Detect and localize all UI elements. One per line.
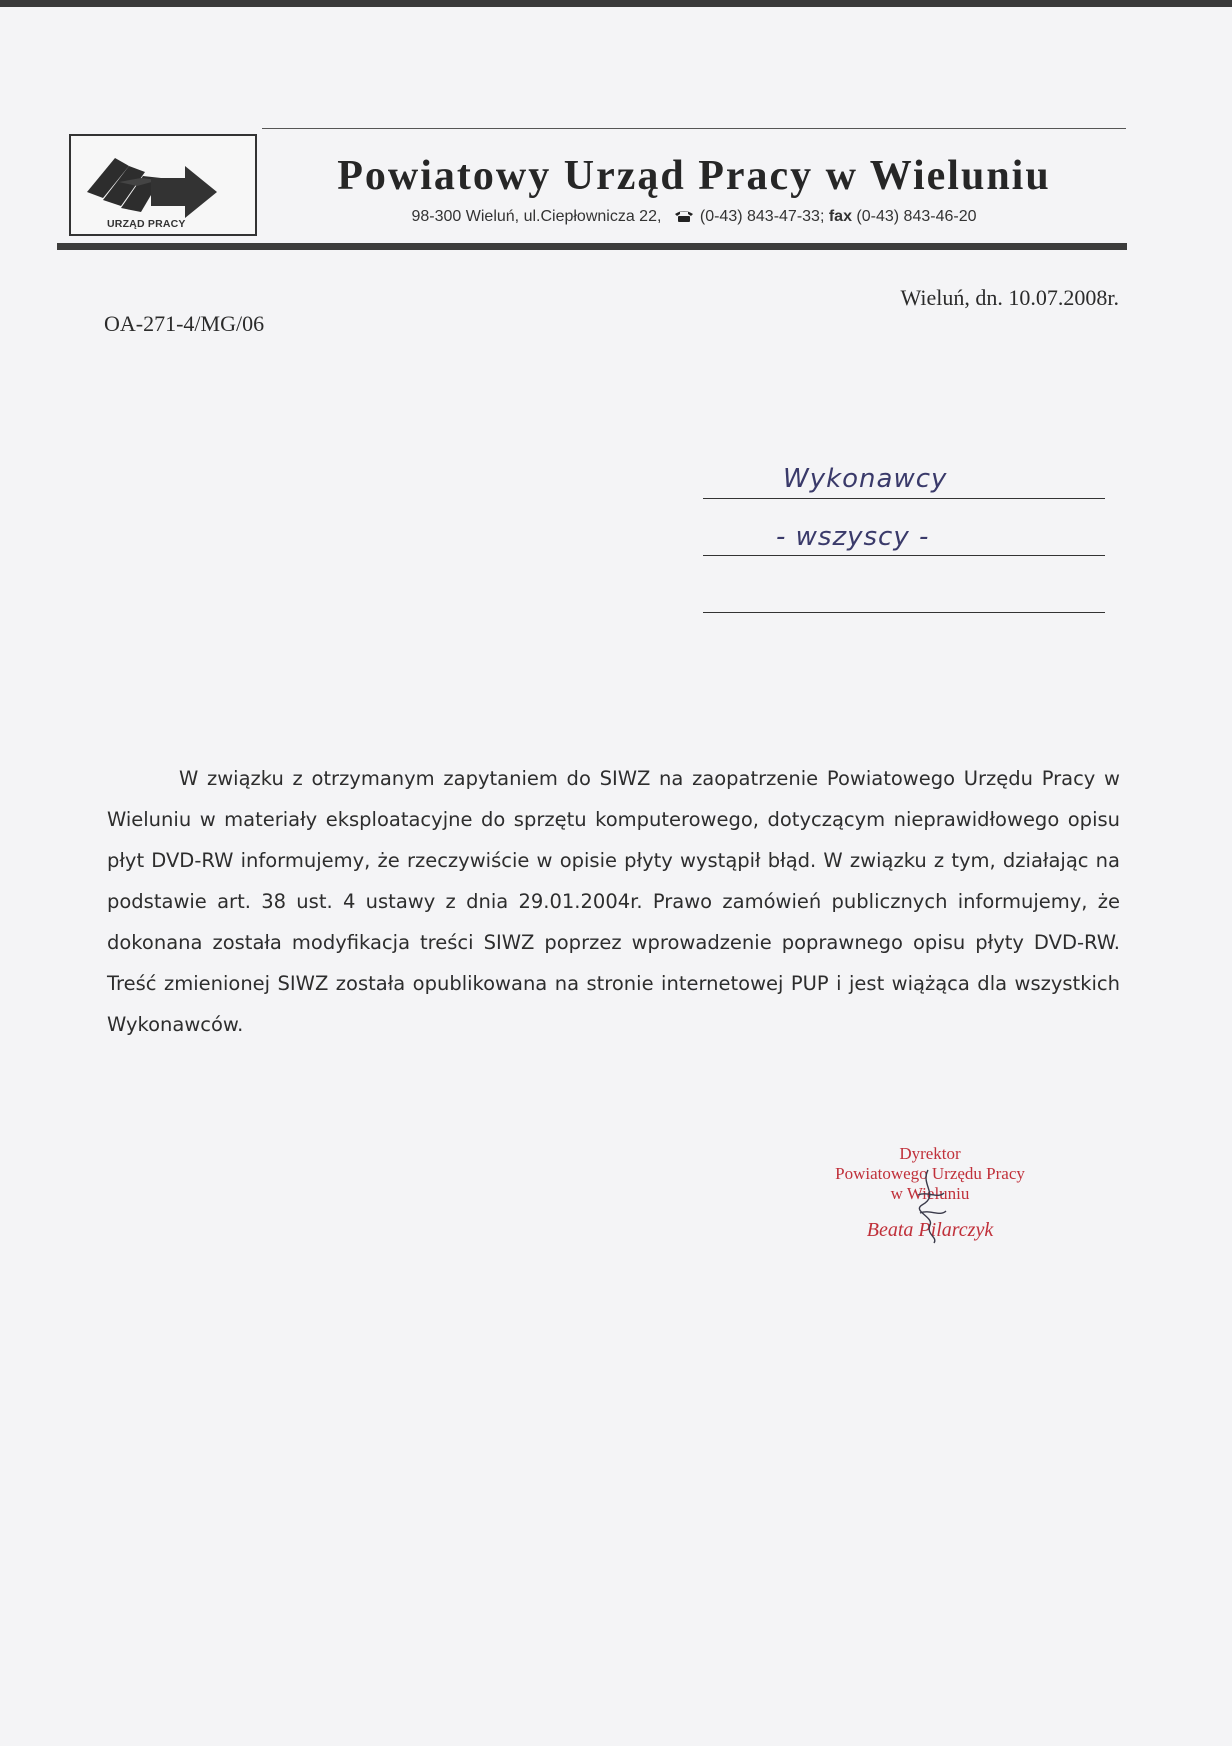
- letter-date: Wieluń, dn. 10.07.2008r.: [900, 285, 1119, 310]
- reference-number: OA-271-4/MG/06: [104, 311, 265, 336]
- handwritten-signature-icon: [900, 1165, 960, 1245]
- stamp-office: Powiatowego Urzędu Pracy: [835, 1164, 1025, 1183]
- stamp-signatory-name: Beata Pilarczyk: [866, 1219, 994, 1241]
- address-text: 98-300 Wieluń, ul.Ciepłownicza 22,: [411, 208, 662, 225]
- logo-text: URZĄD PRACY: [107, 218, 186, 230]
- fax-label: fax: [828, 208, 852, 225]
- page-top-edge: [0, 0, 1232, 7]
- addressee-line-3: [703, 612, 1105, 613]
- letter-body-text: W związku z otrzymanym zapytaniem do SIWZ na zaopatrzenie Powiatowego Urzędu Pracy w Wieluniu w materiały eksploatacyjne do sprzętu komputerowego, dotyczącym nieprawidłowego opisu płyt DVD-RW informujemy, że rzeczywiście w opisie płyty wystąpił błąd. W związku z tym, działając na podstawie art. 38 ust. 4 ustawy z dnia 29.01.2004r. Prawo zamówień publicznych informujemy, że dokonana została modyfikacja treści SIWZ poprzez wprowadzenie poprawnego opisu płyty DVD-RW. Treść zmienionej SIWZ została opublikowana na stronie internetowej PUP i jest wiążąca dla wszystkich Wykonawców.: [107, 767, 1120, 1036]
- letter-body: [107, 758, 1120, 1045]
- stamp-title: Dyrektor: [899, 1144, 961, 1163]
- organization-title: Powiatowy Urząd Pracy w Wieluniu: [337, 153, 1051, 199]
- organization-address: [262, 208, 1126, 228]
- addressee-line-2: [703, 555, 1105, 556]
- addressee-handwritten-1: Wykonawcy: [783, 464, 948, 494]
- fax-number: (0-43) 843-46-20: [856, 208, 977, 225]
- stamp-city: w Wieluniu: [890, 1184, 970, 1203]
- header-top-line: [262, 128, 1126, 129]
- addressee-line-1: [703, 498, 1105, 499]
- addressee-handwritten-2: - wszyscy -: [776, 522, 930, 552]
- phone-number: (0-43) 843-47-33;: [699, 208, 825, 225]
- telephone-icon: [674, 209, 694, 228]
- logo: [69, 134, 257, 236]
- header-divider: [57, 243, 1127, 250]
